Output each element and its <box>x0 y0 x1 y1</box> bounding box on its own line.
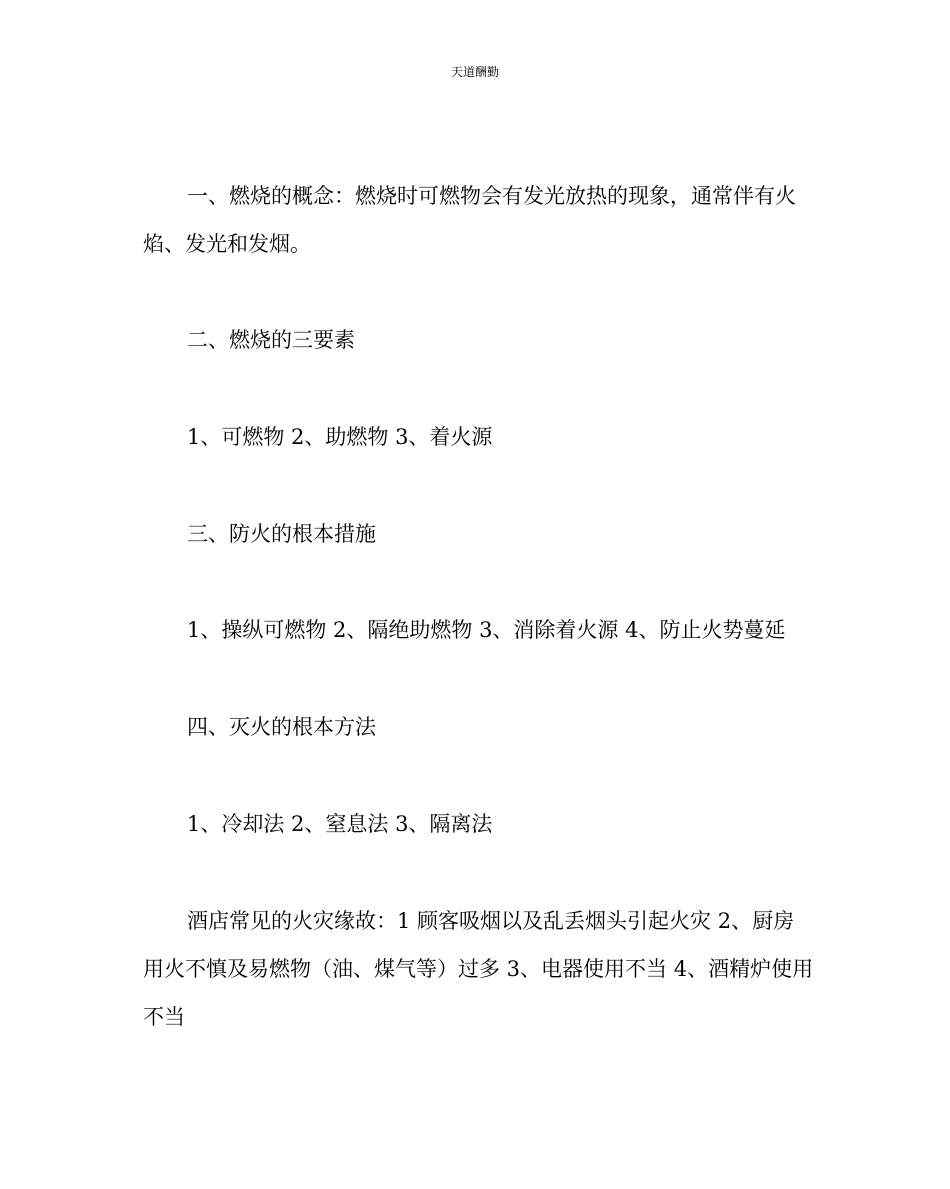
list-fire-prevention: 1、操纵可燃物 2、隔绝助燃物 3、消除着火源 4、防止火势蔓延 <box>187 618 786 642</box>
heading-combustion-elements: 二、燃烧的三要素 <box>187 328 355 352</box>
paragraph-hotel-fire-causes: 酒店常见的火灾缘故：1 顾客吸烟以及乱丢烟头引起火灾 2、厨房用火不慎及易燃物（油、煤气等）过多 3、电器使用不当 4、酒精炉使用不当 <box>143 909 814 1029</box>
paragraph-combustion-concept: 一、燃烧的概念：燃烧时可燃物会有发光放热的现象，通常伴有火焰、发光和发烟。 <box>143 184 796 256</box>
page-header: 天道酬勤 <box>450 65 499 79</box>
heading-fire-prevention: 三、防火的根本措施 <box>187 522 376 546</box>
list-extinguish-methods: 1、冷却法 2、窒息法 3、隔离法 <box>187 812 493 836</box>
heading-extinguish-methods: 四、灭火的根本方法 <box>187 715 376 739</box>
list-combustion-elements: 1、可燃物 2、助燃物 3、着火源 <box>187 425 493 449</box>
